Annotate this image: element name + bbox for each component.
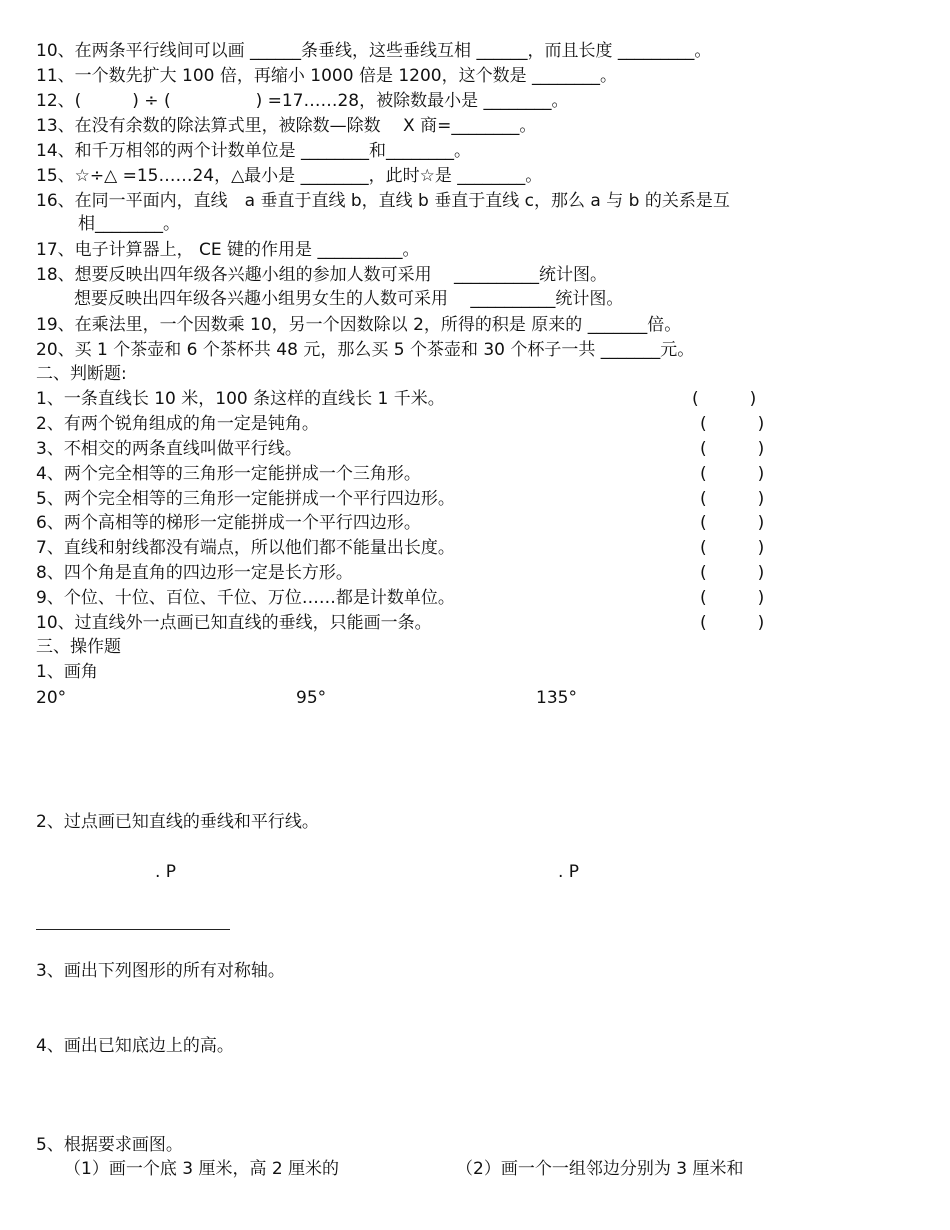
question-16-line2: 相________。 [78,214,180,234]
judge-item-2: 2、有两个锐角组成的角一定是钝角。 [36,414,319,434]
angle-label-135: 135° [536,688,577,708]
question-18-line1: 18、想要反映出四年级各兴趣小组的参加人数可采用 __________统计图。 [36,265,608,285]
question-18-line2: 想要反映出四年级各兴趣小组男女生的人数可采用 __________统计图。 [74,289,624,309]
section-ops-heading: 三、操作题 [36,637,121,657]
ops-question-2: 2、过点画已知直线的垂线和平行线。 [36,812,319,832]
question-13: 13、在没有余数的除法算式里，被除数—除数 X 商=________。 [36,116,537,136]
answer-paren-10[interactable]: ( ) [700,613,765,633]
judge-item-3: 3、不相交的两条直线叫做平行线。 [36,439,302,459]
question-15: 15、☆÷△ =15……24，△最小是 ________，此时☆是 ________。 [36,166,543,186]
question-17: 17、电子计算器上， CE 键的作用是 __________。 [36,240,420,260]
answer-paren-3[interactable]: ( ) [700,439,765,459]
question-14: 14、和千万相邻的两个计数单位是 ________和________。 [36,141,472,161]
angle-label-20: 20° [36,688,67,708]
answer-paren-1[interactable]: ( ) [692,389,757,409]
given-line [36,929,230,930]
question-10: 10、在两条平行线间可以画 ______条垂线，这些垂线互相 ______，而且长度 _________。 [36,41,712,61]
question-20: 20、买 1 个茶壶和 6 个茶杯共 48 元，那么买 5 个茶壶和 30 个杯子一共 _______元。 [36,340,695,360]
answer-paren-2[interactable]: ( ) [700,414,765,434]
ops-question-4: 4、画出已知底边上的高。 [36,1036,234,1056]
angle-label-95: 95° [296,688,327,708]
answer-paren-8[interactable]: ( ) [700,563,765,583]
question-19: 19、在乘法里，一个因数乘 10，另一个因数除以 2，所得的积是 原来的 _______倍。 [36,315,682,335]
point-p-left: . P [155,862,177,882]
answer-paren-7[interactable]: ( ) [700,538,765,558]
ops-question-5-part1: （1）画一个底 3 厘米，高 2 厘米的 [64,1159,340,1179]
question-16-line1: 16、在同一平面内，直线 a 垂直于直线 b，直线 b 垂直于直线 c，那么 a 与 b 的关系是互 [36,191,730,211]
judge-item-1: 1、一条直线长 10 米，100 条这样的直线长 1 千米。 [36,389,445,409]
answer-paren-9[interactable]: ( ) [700,588,765,608]
judge-item-10: 10、过直线外一点画已知直线的垂线，只能画一条。 [36,613,432,633]
judge-item-8: 8、四个角是直角的四边形一定是长方形。 [36,563,353,583]
judge-item-9: 9、个位、十位、百位、千位、万位……都是计数单位。 [36,588,455,608]
ops-question-1: 1、画角 [36,662,98,682]
ops-question-5: 5、根据要求画图。 [36,1135,183,1155]
answer-paren-5[interactable]: ( ) [700,489,765,509]
judge-item-4: 4、两个完全相等的三角形一定能拼成一个三角形。 [36,464,421,484]
judge-item-7: 7、直线和射线都没有端点，所以他们都不能量出长度。 [36,538,455,558]
point-p-right: . P [558,862,580,882]
ops-question-3: 3、画出下列图形的所有对称轴。 [36,961,285,981]
question-12: 12、( ) ÷ ( ) =17……28，被除数最小是 ________。 [36,91,569,111]
answer-paren-4[interactable]: ( ) [700,464,765,484]
judge-item-5: 5、两个完全相等的三角形一定能拼成一个平行四边形。 [36,489,455,509]
answer-paren-6[interactable]: ( ) [700,513,765,533]
section-judge-heading: 二、判断题: [36,364,127,384]
question-11: 11、一个数先扩大 100 倍，再缩小 1000 倍是 1200，这个数是 ________。 [36,66,618,86]
ops-question-5-part2: （2）画一个一组邻边分别为 3 厘米和 [456,1159,744,1179]
judge-item-6: 6、两个高相等的梯形一定能拼成一个平行四边形。 [36,513,421,533]
